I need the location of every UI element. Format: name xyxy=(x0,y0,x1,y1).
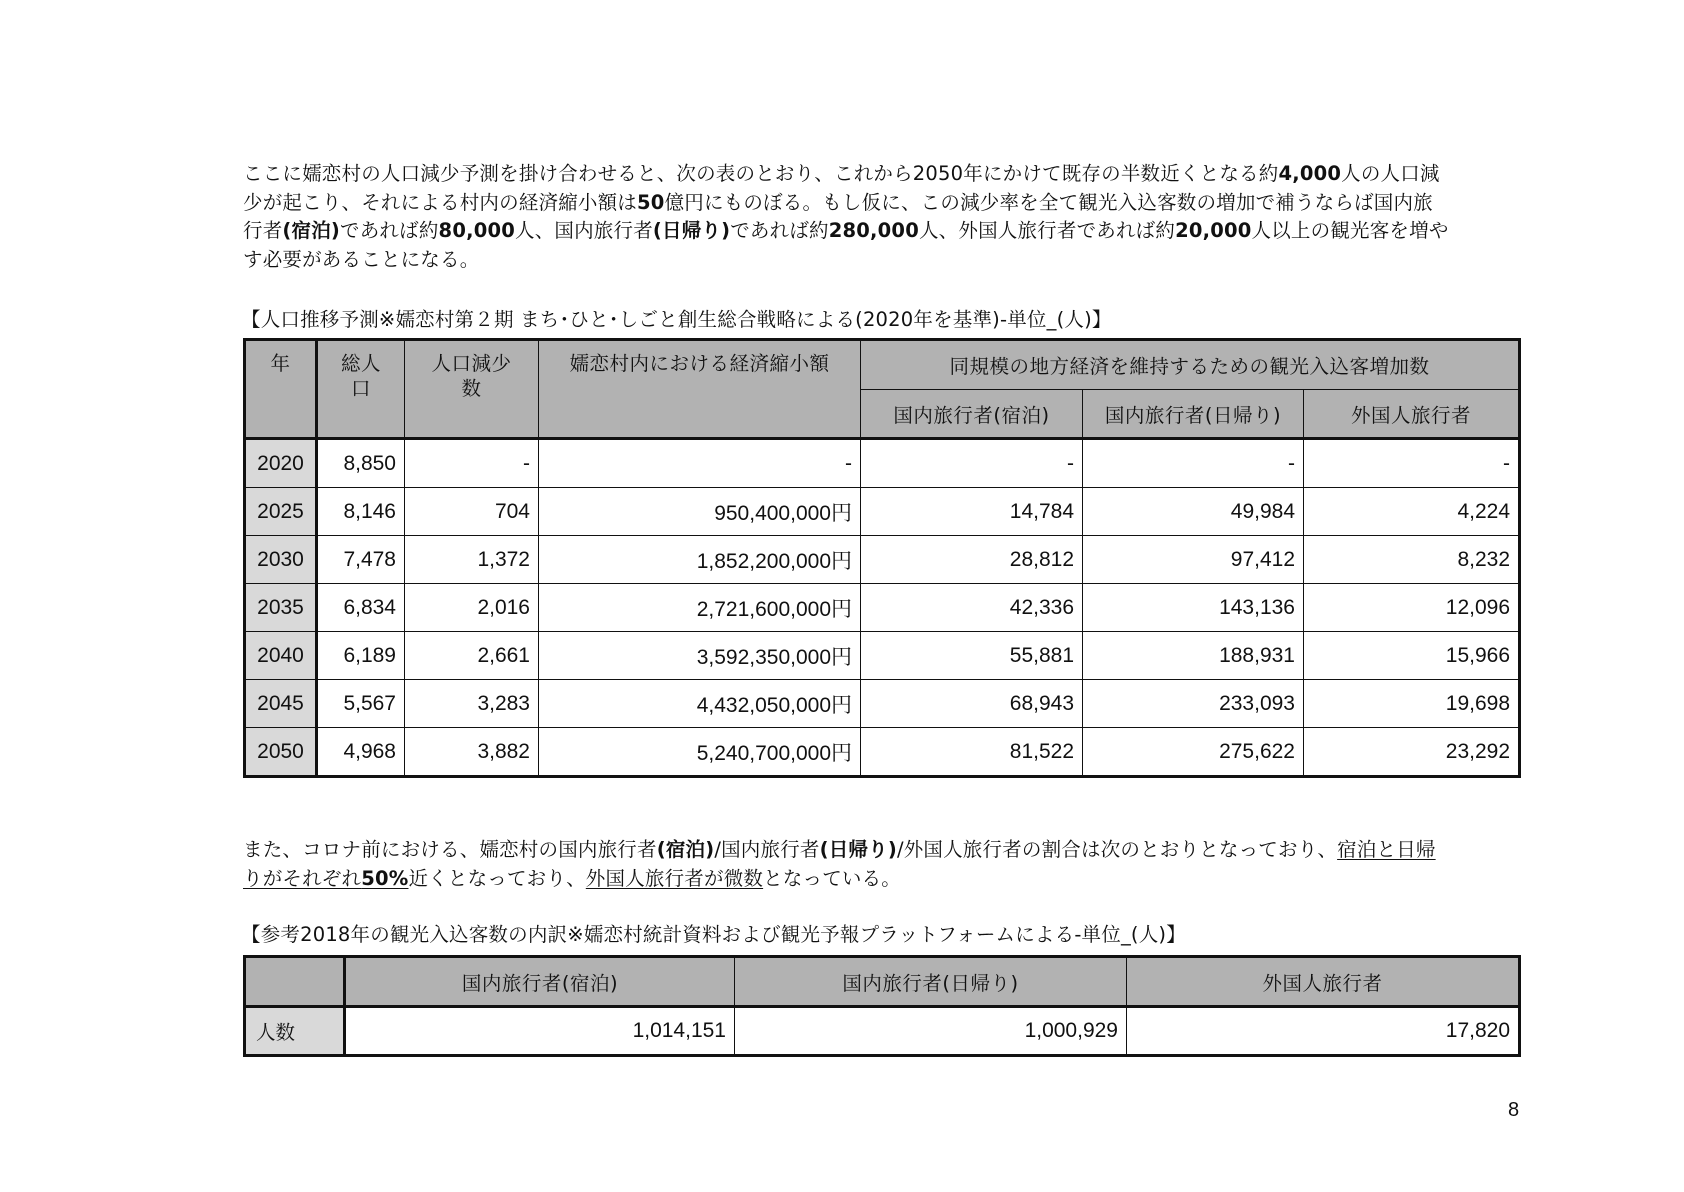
domestic-day-cell: 1,000,929 xyxy=(735,1007,1127,1056)
table-row xyxy=(245,680,1520,728)
header-population-decrease: 人口減少数 xyxy=(405,340,539,439)
foreign-cell: 8,232 xyxy=(1304,536,1520,584)
header-domestic-day: 国内旅行者(日帰り) xyxy=(1083,390,1304,439)
total-cell: 8,146 xyxy=(317,488,405,536)
ratio-line-2: りがそれぞれ50%近くとなっており、外国人旅行者が微数となっている。 xyxy=(243,866,902,890)
domestic-day-cell: 188,931 xyxy=(1083,632,1304,680)
year-cell: 2020 xyxy=(245,439,317,488)
decrease-cell: - xyxy=(405,439,539,488)
intro-paragraph xyxy=(243,160,1523,274)
decrease-cell: 3,882 xyxy=(405,728,539,777)
table-row xyxy=(245,536,1520,584)
foreign-cell: 4,224 xyxy=(1304,488,1520,536)
domestic-day-cell: - xyxy=(1083,439,1304,488)
header-foreign: 外国人旅行者 xyxy=(1304,390,1520,439)
header-domestic-day: 国内旅行者(日帰り) xyxy=(735,957,1127,1007)
domestic-day-cell: 143,136 xyxy=(1083,584,1304,632)
page-number: 8 xyxy=(1508,1099,1520,1121)
table-row xyxy=(245,728,1520,777)
economic-cell: 3,592,350,000円 xyxy=(539,632,861,680)
domestic-stay-cell: 55,881 xyxy=(861,632,1083,680)
visitor-breakdown-table xyxy=(243,955,1521,1057)
header-economic-shrink: 嬬恋村内における経済縮小額 xyxy=(539,340,861,439)
economic-cell: 5,240,700,000円 xyxy=(539,728,861,777)
foreign-cell: - xyxy=(1304,439,1520,488)
economic-cell: 950,400,000円 xyxy=(539,488,861,536)
year-cell: 2030 xyxy=(245,536,317,584)
decrease-cell: 704 xyxy=(405,488,539,536)
header-total-population: 総人口 xyxy=(317,340,405,439)
domestic-stay-cell: 1,014,151 xyxy=(345,1007,735,1056)
year-cell: 2040 xyxy=(245,632,317,680)
year-cell: 2035 xyxy=(245,584,317,632)
decrease-cell: 2,661 xyxy=(405,632,539,680)
population-table-caption: 【人口推移予測※嬬恋村第２期 まち･ひと･しごと創生総合戦略による(2020年を基準)-単位_(人)】 xyxy=(241,308,1112,331)
year-cell: 2045 xyxy=(245,680,317,728)
domestic-day-cell: 233,093 xyxy=(1083,680,1304,728)
year-cell: 2050 xyxy=(245,728,317,777)
domestic-day-cell: 97,412 xyxy=(1083,536,1304,584)
decrease-cell: 2,016 xyxy=(405,584,539,632)
intro-line-4: す必要があることになる。 xyxy=(243,247,480,271)
domestic-stay-cell: 28,812 xyxy=(861,536,1083,584)
table-row xyxy=(245,488,1520,536)
total-cell: 6,189 xyxy=(317,632,405,680)
economic-cell: 1,852,200,000円 xyxy=(539,536,861,584)
total-cell: 6,834 xyxy=(317,584,405,632)
table-row xyxy=(245,439,1520,488)
domestic-stay-cell: - xyxy=(861,439,1083,488)
foreign-cell: 15,966 xyxy=(1304,632,1520,680)
foreign-cell: 17,820 xyxy=(1127,1007,1520,1056)
total-cell: 4,968 xyxy=(317,728,405,777)
table-row xyxy=(245,584,1520,632)
population-forecast-table xyxy=(243,338,1521,778)
header-year: 年 xyxy=(245,340,317,439)
domestic-day-cell: 49,984 xyxy=(1083,488,1304,536)
year-cell: 2025 xyxy=(245,488,317,536)
header-tourism-increase: 同規模の地方経済を維持するための観光入込客増加数 xyxy=(861,340,1520,390)
ratio-paragraph xyxy=(243,836,1523,893)
foreign-cell: 19,698 xyxy=(1304,680,1520,728)
economic-cell: 4,432,050,000円 xyxy=(539,680,861,728)
header-foreign: 外国人旅行者 xyxy=(1127,957,1520,1007)
domestic-stay-cell: 68,943 xyxy=(861,680,1083,728)
domestic-day-cell: 275,622 xyxy=(1083,728,1304,777)
total-cell: 5,567 xyxy=(317,680,405,728)
row-label-visitors: 人数 xyxy=(245,1007,345,1056)
table-row xyxy=(245,1007,1520,1056)
foreign-cell: 23,292 xyxy=(1304,728,1520,777)
domestic-stay-cell: 14,784 xyxy=(861,488,1083,536)
intro-line-1: ここに嬬恋村の人口減少予測を掛け合わせると、次の表のとおり、これから2050年にかけて既存の半数近くとなる約4,000人の人口減 xyxy=(243,162,1440,185)
header-domestic-stay: 国内旅行者(宿泊) xyxy=(345,957,735,1007)
domestic-stay-cell: 81,522 xyxy=(861,728,1083,777)
header-domestic-stay: 国内旅行者(宿泊) xyxy=(861,390,1083,439)
intro-line-2: 少が起こり、それによる村内の経済縮小額は50億円にものぼる。もし仮に、この減少率を全て観光入込客数の増加で補うならば国内旅 xyxy=(243,190,1433,214)
economic-cell: 2,721,600,000円 xyxy=(539,584,861,632)
header-blank xyxy=(245,957,345,1007)
decrease-cell: 1,372 xyxy=(405,536,539,584)
foreign-cell: 12,096 xyxy=(1304,584,1520,632)
intro-line-3: 行者(宿泊)であれば約80,000人、国内旅行者(日帰り)であれば約280,000人、外国人旅行者であれば約20,000人以上の観光客を増や xyxy=(243,219,1449,242)
economic-cell: - xyxy=(539,439,861,488)
domestic-stay-cell: 42,336 xyxy=(861,584,1083,632)
decrease-cell: 3,283 xyxy=(405,680,539,728)
total-cell: 7,478 xyxy=(317,536,405,584)
ratio-line-1: また、コロナ前における、嬬恋村の国内旅行者(宿泊)/国内旅行者(日帰り)/外国人旅行者の割合は次のとおりとなっており、宿泊と日帰 xyxy=(243,838,1436,861)
table-row xyxy=(245,632,1520,680)
total-cell: 8,850 xyxy=(317,439,405,488)
visitors-table-caption: 【参考2018年の観光入込客数の内訳※嬬恋村統計資料および観光予報プラットフォームによる-単位_(人)】 xyxy=(241,923,1186,946)
